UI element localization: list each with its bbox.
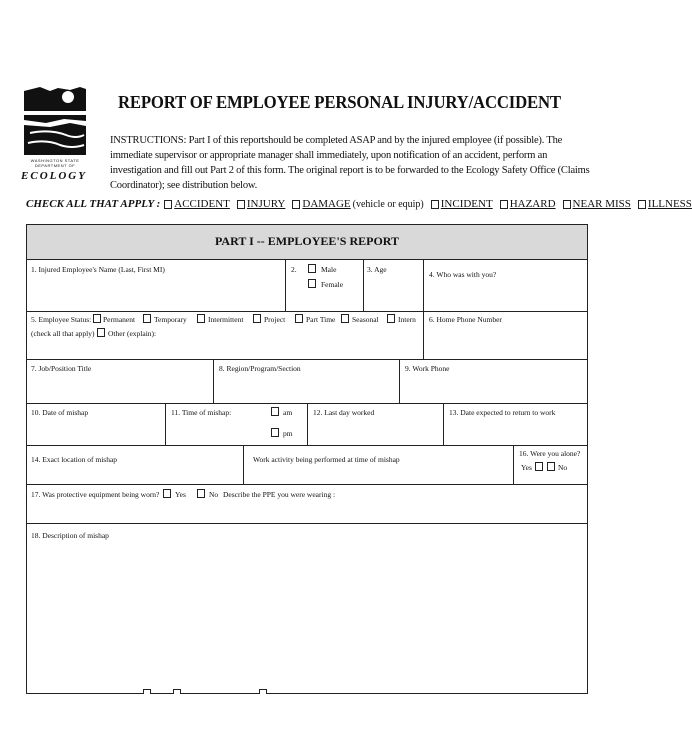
checkbox[interactable] (292, 200, 300, 209)
checkbox[interactable] (164, 200, 172, 209)
status-intern-checkbox[interactable] (387, 314, 395, 323)
checkbox-partial[interactable] (143, 689, 151, 694)
check-accident[interactable]: ACCIDENT (164, 198, 230, 210)
field-14-label: 14. Exact location of mishap (31, 455, 118, 464)
male-checkbox[interactable] (308, 264, 316, 273)
check-hazard[interactable]: HAZARD (500, 198, 556, 210)
col-divider (363, 259, 364, 311)
status-other-checkbox[interactable] (97, 328, 105, 337)
col-divider (213, 359, 214, 403)
status-permanent-label: Permanent (103, 315, 136, 324)
checkbox[interactable] (500, 200, 508, 209)
status-project-label: Project (264, 315, 286, 324)
instructions-text: INSTRUCTIONS: Part I of this reportshould be completed ASAP and by the injured employee (if possible). The immediate supervisor or appropriate manager shall immediately, upon notification of an accident, perform an investigation and fill out Part 2 of this form. The original report is to be forwarded to the Ecology Safety Office (Claims Coordinator); see distribution below. (110, 135, 590, 191)
washington-map-icon (20, 85, 88, 157)
ppe-no-label: No (209, 490, 219, 499)
part-header (27, 225, 587, 260)
ppe-no-checkbox[interactable] (197, 489, 205, 498)
status-intermittent-checkbox[interactable] (197, 314, 205, 323)
row-divider (27, 311, 587, 312)
checkbox[interactable] (638, 200, 646, 209)
status-seasonal-label: Seasonal (352, 315, 379, 324)
field-2-label: 2. (291, 265, 297, 274)
damage-note: (vehicle or equip) (352, 198, 424, 210)
status-intern-label: Intern (398, 315, 416, 324)
check-all-title: CHECK ALL THAT APPLY : (26, 198, 161, 210)
field-10-label: 10. Date of mishap (31, 408, 89, 417)
status-intermittent-label: Intermittent (208, 315, 244, 324)
am-label: am (283, 408, 293, 417)
employee-report-form (26, 224, 588, 694)
checkbox[interactable] (431, 200, 439, 209)
check-all-row (26, 196, 692, 212)
page-title: REPORT OF EMPLOYEE PERSONAL INJURY/ACCIDENT (118, 92, 561, 112)
row-divider (27, 523, 587, 524)
logo-department-text: WASHINGTON STATE DEPARTMENT OF (30, 158, 80, 168)
part-title: PART I -- EMPLOYEE'S REPORT (214, 234, 400, 248)
field-5-note: (check all that apply) (31, 329, 95, 338)
pm-checkbox[interactable] (271, 428, 279, 437)
field-18-label: 18. Description of mishap (31, 531, 109, 540)
checkbox-partial[interactable] (259, 689, 267, 694)
col-divider (513, 445, 514, 484)
row-divider (27, 359, 587, 360)
logo-ecology-word: ECOLOGY (21, 170, 87, 182)
field-4-label: 4. Who was with you? (429, 270, 497, 279)
row-divider (27, 484, 587, 485)
checkbox[interactable] (563, 200, 571, 209)
col-divider (443, 403, 444, 445)
pm-label: pm (283, 429, 293, 438)
field-8-label: 8. Region/Program/Section (219, 364, 301, 373)
check-incident[interactable]: INCIDENT (431, 198, 493, 210)
alone-yes-label: Yes (521, 463, 532, 472)
check-near-miss[interactable]: NEAR MISS (563, 198, 631, 210)
status-temporary-label: Temporary (154, 315, 187, 324)
field-12-label: 12. Last day worked (313, 408, 375, 417)
col-divider (243, 445, 244, 484)
col-divider (423, 311, 424, 359)
row-divider (27, 445, 587, 446)
female-label: Female (321, 280, 344, 289)
ppe-describe-label: Describe the PPE you were wearing : (223, 490, 336, 499)
checkbox-partial[interactable] (173, 689, 181, 694)
alone-no-label: No (558, 463, 568, 472)
col-divider (399, 359, 400, 403)
status-part-time-label: Part Time (306, 315, 336, 324)
field-11-label: 11. Time of mishap: (171, 408, 232, 417)
checkbox[interactable] (237, 200, 245, 209)
field-3-label: 3. Age (367, 265, 387, 274)
status-permanent-checkbox[interactable] (93, 314, 101, 323)
alone-yes-checkbox[interactable] (535, 462, 543, 471)
alone-no-checkbox[interactable] (547, 462, 555, 471)
ppe-yes-checkbox[interactable] (163, 489, 171, 498)
ppe-yes-label: Yes (175, 490, 186, 499)
am-checkbox[interactable] (271, 407, 279, 416)
female-checkbox[interactable] (308, 279, 316, 288)
field-1-label: 1. Injured Employee's Name (Last, First MI) (31, 265, 165, 274)
male-label: Male (321, 265, 337, 274)
status-part-time-checkbox[interactable] (295, 314, 303, 323)
field-6-label: 6. Home Phone Number (429, 315, 502, 324)
check-injury[interactable]: INJURY (237, 198, 286, 210)
status-temporary-checkbox[interactable] (143, 314, 151, 323)
status-seasonal-checkbox[interactable] (341, 314, 349, 323)
ecology-logo (20, 85, 88, 183)
status-other-label: Other (explain): (108, 329, 157, 338)
field-5-label: 5. Employee Status: (31, 315, 92, 324)
check-illness[interactable]: ILLNESS (638, 198, 692, 210)
status-project-checkbox[interactable] (253, 314, 261, 323)
field-13-label: 13. Date expected to return to work (449, 408, 556, 417)
field-9-label: 9. Work Phone (405, 364, 450, 373)
check-damage[interactable]: DAMAGE (292, 198, 350, 210)
work-activity-label: Work activity being performed at time of mishap (253, 455, 400, 464)
col-divider (285, 259, 286, 311)
col-divider (423, 259, 424, 311)
col-divider (165, 403, 166, 445)
field-17-label: 17. Was protective equipment being worn? (31, 490, 160, 499)
col-divider (307, 403, 308, 445)
field-7-label: 7. Job/Position Title (31, 364, 92, 373)
field-16-label: 16. Were you alone? (519, 449, 581, 458)
